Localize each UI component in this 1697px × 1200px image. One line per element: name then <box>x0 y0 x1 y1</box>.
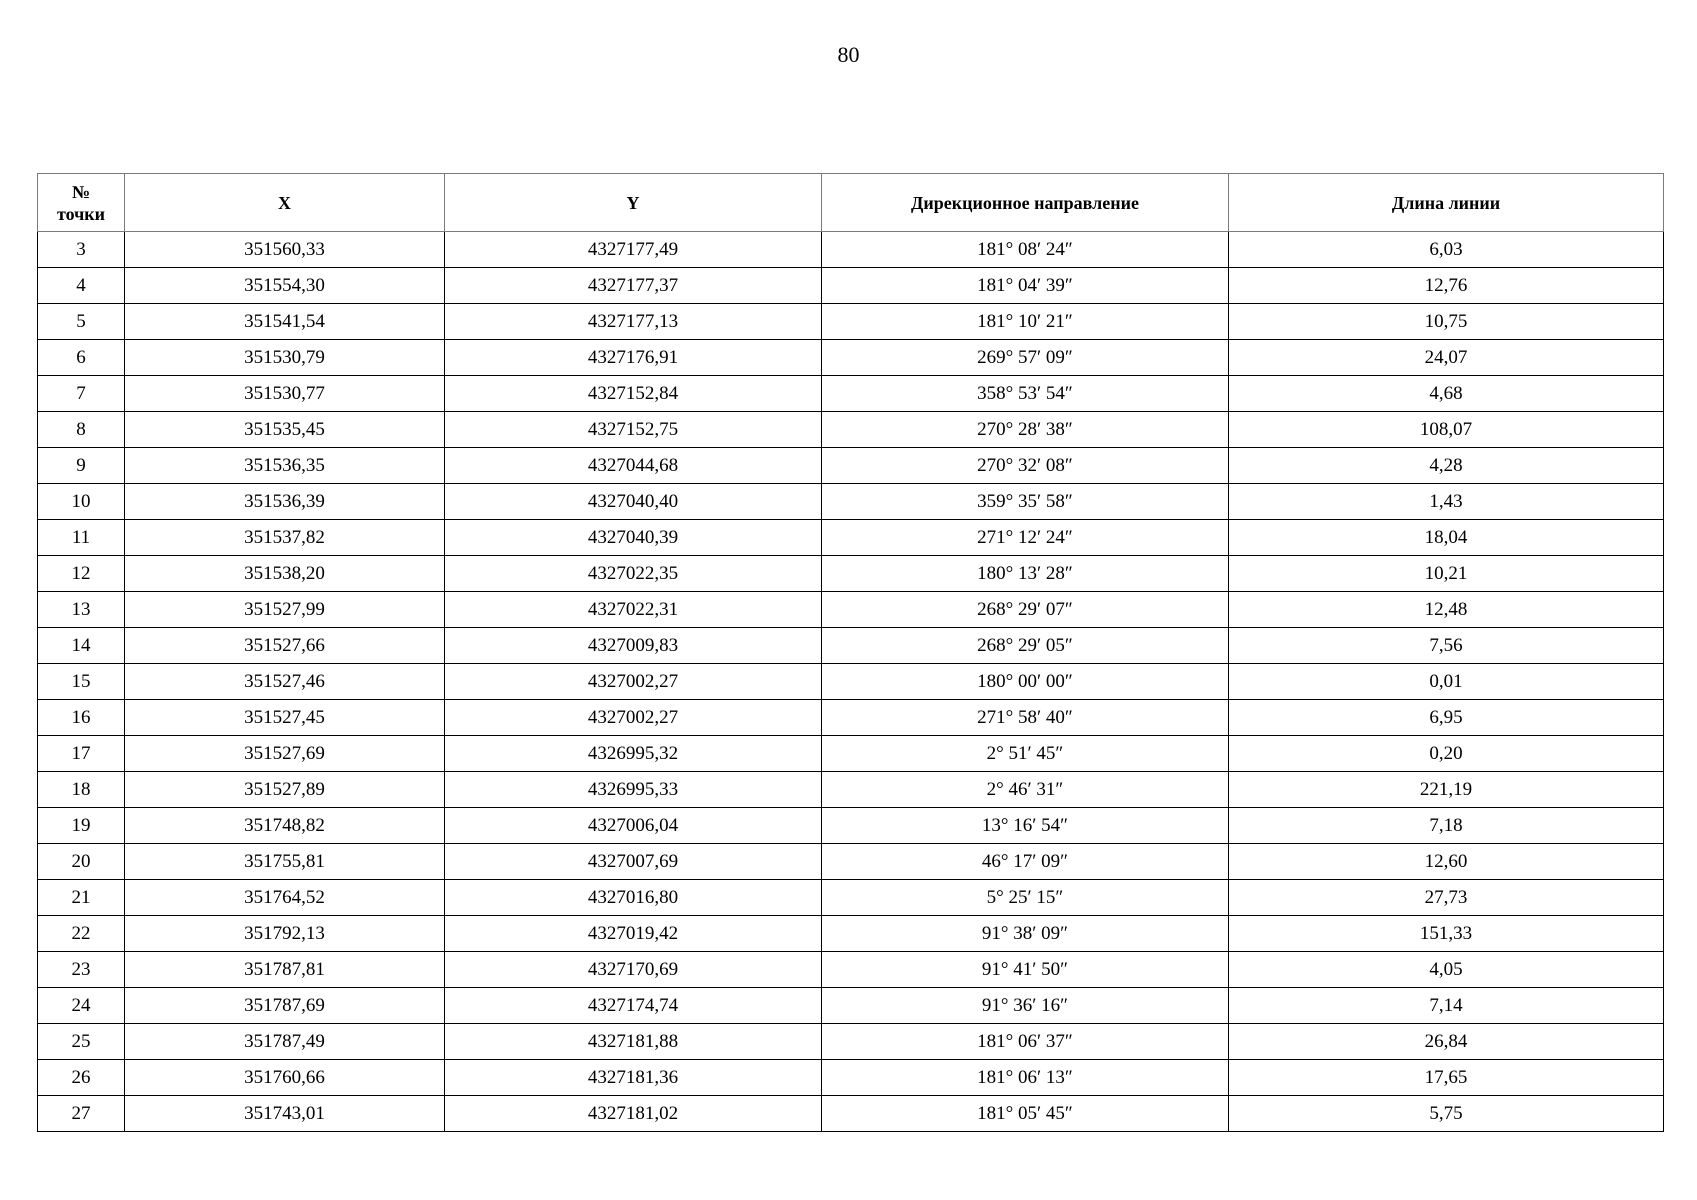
cell-x: 351527,46 <box>125 664 445 700</box>
cell-direction: 270° 32′ 08″ <box>822 448 1229 484</box>
cell-x: 351554,30 <box>125 268 445 304</box>
cell-point-number: 5 <box>38 304 125 340</box>
cell-y: 4327181,02 <box>445 1096 822 1132</box>
cell-point-number: 23 <box>38 952 125 988</box>
cell-x: 351536,35 <box>125 448 445 484</box>
cell-x: 351560,33 <box>125 232 445 268</box>
cell-length: 4,68 <box>1229 376 1664 412</box>
cell-x: 351760,66 <box>125 1060 445 1096</box>
cell-direction: 2° 51′ 45″ <box>822 736 1229 772</box>
cell-y: 4327170,69 <box>445 952 822 988</box>
cell-y: 4327009,83 <box>445 628 822 664</box>
cell-length: 17,65 <box>1229 1060 1664 1096</box>
cell-x: 351743,01 <box>125 1096 445 1132</box>
cell-x: 351535,45 <box>125 412 445 448</box>
column-header-point-number-label: точки <box>56 203 106 224</box>
table-row <box>38 520 1664 556</box>
cell-point-number: 12 <box>38 556 125 592</box>
table-row <box>38 484 1664 520</box>
cell-x: 351527,99 <box>125 592 445 628</box>
cell-x: 351792,13 <box>125 916 445 952</box>
table-row <box>38 232 1664 268</box>
cell-y: 4327044,68 <box>445 448 822 484</box>
cell-length: 5,75 <box>1229 1096 1664 1132</box>
cell-point-number: 21 <box>38 880 125 916</box>
cell-y: 4327040,40 <box>445 484 822 520</box>
cell-x: 351748,82 <box>125 808 445 844</box>
cell-direction: 181° 05′ 45″ <box>822 1096 1229 1132</box>
cell-direction: 5° 25′ 15″ <box>822 880 1229 916</box>
cell-length: 27,73 <box>1229 880 1664 916</box>
table-header-row <box>38 174 1664 232</box>
cell-length: 12,76 <box>1229 268 1664 304</box>
table-row <box>38 952 1664 988</box>
table-row <box>38 448 1664 484</box>
cell-point-number: 22 <box>38 916 125 952</box>
column-header-length: Длина линии <box>1229 174 1664 232</box>
cell-y: 4327177,49 <box>445 232 822 268</box>
cell-direction: 359° 35′ 58″ <box>822 484 1229 520</box>
table-row <box>38 304 1664 340</box>
cell-direction: 181° 08′ 24″ <box>822 232 1229 268</box>
cell-direction: 181° 10′ 21″ <box>822 304 1229 340</box>
cell-point-number: 20 <box>38 844 125 880</box>
table-row <box>38 592 1664 628</box>
cell-point-number: 18 <box>38 772 125 808</box>
table-row <box>38 808 1664 844</box>
cell-y: 4326995,33 <box>445 772 822 808</box>
cell-y: 4326995,32 <box>445 736 822 772</box>
cell-length: 24,07 <box>1229 340 1664 376</box>
cell-y: 4327006,04 <box>445 808 822 844</box>
table-row <box>38 880 1664 916</box>
cell-direction: 181° 06′ 37″ <box>822 1024 1229 1060</box>
table-row <box>38 772 1664 808</box>
cell-point-number: 14 <box>38 628 125 664</box>
cell-length: 1,43 <box>1229 484 1664 520</box>
cell-x: 351527,66 <box>125 628 445 664</box>
cell-length: 0,01 <box>1229 664 1664 700</box>
cell-length: 7,56 <box>1229 628 1664 664</box>
cell-y: 4327152,84 <box>445 376 822 412</box>
cell-length: 221,19 <box>1229 772 1664 808</box>
cell-length: 4,05 <box>1229 952 1664 988</box>
table-row <box>38 1060 1664 1096</box>
table-row <box>38 736 1664 772</box>
cell-direction: 269° 57′ 09″ <box>822 340 1229 376</box>
cell-length: 12,60 <box>1229 844 1664 880</box>
cell-direction: 180° 13′ 28″ <box>822 556 1229 592</box>
cell-x: 351536,39 <box>125 484 445 520</box>
cell-y: 4327181,88 <box>445 1024 822 1060</box>
cell-direction: 268° 29′ 05″ <box>822 628 1229 664</box>
cell-y: 4327177,37 <box>445 268 822 304</box>
table-row <box>38 916 1664 952</box>
table-row <box>38 628 1664 664</box>
cell-direction: 13° 16′ 54″ <box>822 808 1229 844</box>
cell-y: 4327002,27 <box>445 700 822 736</box>
column-header-direction: Дирекционное направление <box>822 174 1229 232</box>
cell-x: 351530,77 <box>125 376 445 412</box>
cell-y: 4327022,35 <box>445 556 822 592</box>
cell-x: 351787,49 <box>125 1024 445 1060</box>
cell-point-number: 6 <box>38 340 125 376</box>
cell-length: 12,48 <box>1229 592 1664 628</box>
cell-x: 351755,81 <box>125 844 445 880</box>
column-header-x: X <box>125 174 445 232</box>
cell-point-number: 4 <box>38 268 125 304</box>
cell-point-number: 19 <box>38 808 125 844</box>
cell-point-number: 17 <box>38 736 125 772</box>
cell-y: 4327002,27 <box>445 664 822 700</box>
column-header-point-number <box>38 174 125 232</box>
cell-direction: 181° 04′ 39″ <box>822 268 1229 304</box>
cell-y: 4327007,69 <box>445 844 822 880</box>
table-row <box>38 340 1664 376</box>
cell-point-number: 26 <box>38 1060 125 1096</box>
cell-direction: 91° 41′ 50″ <box>822 952 1229 988</box>
cell-point-number: 13 <box>38 592 125 628</box>
cell-point-number: 10 <box>38 484 125 520</box>
cell-x: 351541,54 <box>125 304 445 340</box>
page-number: 80 <box>837 42 860 67</box>
cell-y: 4327177,13 <box>445 304 822 340</box>
cell-point-number: 24 <box>38 988 125 1024</box>
cell-direction: 91° 36′ 16″ <box>822 988 1229 1024</box>
table-row <box>38 1096 1664 1132</box>
cell-length: 4,28 <box>1229 448 1664 484</box>
cell-direction: 268° 29′ 07″ <box>822 592 1229 628</box>
cell-y: 4327016,80 <box>445 880 822 916</box>
table-row <box>38 412 1664 448</box>
cell-direction: 270° 28′ 38″ <box>822 412 1229 448</box>
cell-length: 6,95 <box>1229 700 1664 736</box>
table-row <box>38 988 1664 1024</box>
cell-point-number: 8 <box>38 412 125 448</box>
cell-x: 351530,79 <box>125 340 445 376</box>
cell-y: 4327022,31 <box>445 592 822 628</box>
cell-direction: 91° 38′ 09″ <box>822 916 1229 952</box>
cell-length: 6,03 <box>1229 232 1664 268</box>
cell-direction: 2° 46′ 31″ <box>822 772 1229 808</box>
table-row <box>38 376 1664 412</box>
table-row <box>38 700 1664 736</box>
cell-point-number: 15 <box>38 664 125 700</box>
cell-length: 0,20 <box>1229 736 1664 772</box>
cell-direction: 180° 00′ 00″ <box>822 664 1229 700</box>
cell-direction: 46° 17′ 09″ <box>822 844 1229 880</box>
column-header-point-number-symbol: № <box>71 181 91 202</box>
cell-direction: 271° 58′ 40″ <box>822 700 1229 736</box>
cell-direction: 181° 06′ 13″ <box>822 1060 1229 1096</box>
cell-x: 351787,81 <box>125 952 445 988</box>
cell-y: 4327019,42 <box>445 916 822 952</box>
cell-y: 4327174,74 <box>445 988 822 1024</box>
table-row <box>38 268 1664 304</box>
cell-y: 4327040,39 <box>445 520 822 556</box>
cell-y: 4327152,75 <box>445 412 822 448</box>
cell-direction: 271° 12′ 24″ <box>822 520 1229 556</box>
cell-point-number: 9 <box>38 448 125 484</box>
cell-x: 351787,69 <box>125 988 445 1024</box>
cell-direction: 358° 53′ 54″ <box>822 376 1229 412</box>
cell-x: 351538,20 <box>125 556 445 592</box>
cell-point-number: 25 <box>38 1024 125 1060</box>
cell-length: 18,04 <box>1229 520 1664 556</box>
coordinates-table <box>37 173 1664 1132</box>
cell-x: 351527,89 <box>125 772 445 808</box>
cell-x: 351764,52 <box>125 880 445 916</box>
cell-length: 151,33 <box>1229 916 1664 952</box>
table-row <box>38 664 1664 700</box>
cell-point-number: 7 <box>38 376 125 412</box>
cell-length: 10,21 <box>1229 556 1664 592</box>
cell-point-number: 27 <box>38 1096 125 1132</box>
column-header-y: Y <box>445 174 822 232</box>
cell-point-number: 16 <box>38 700 125 736</box>
cell-x: 351537,82 <box>125 520 445 556</box>
cell-length: 10,75 <box>1229 304 1664 340</box>
cell-point-number: 11 <box>38 520 125 556</box>
table-row <box>38 844 1664 880</box>
cell-point-number: 3 <box>38 232 125 268</box>
cell-length: 26,84 <box>1229 1024 1664 1060</box>
cell-y: 4327176,91 <box>445 340 822 376</box>
cell-length: 7,14 <box>1229 988 1664 1024</box>
table-header <box>38 174 1664 232</box>
cell-x: 351527,69 <box>125 736 445 772</box>
cell-y: 4327181,36 <box>445 1060 822 1096</box>
table-row <box>38 556 1664 592</box>
cell-length: 7,18 <box>1229 808 1664 844</box>
cell-x: 351527,45 <box>125 700 445 736</box>
table-row <box>38 1024 1664 1060</box>
table-body <box>38 232 1664 1132</box>
cell-length: 108,07 <box>1229 412 1664 448</box>
